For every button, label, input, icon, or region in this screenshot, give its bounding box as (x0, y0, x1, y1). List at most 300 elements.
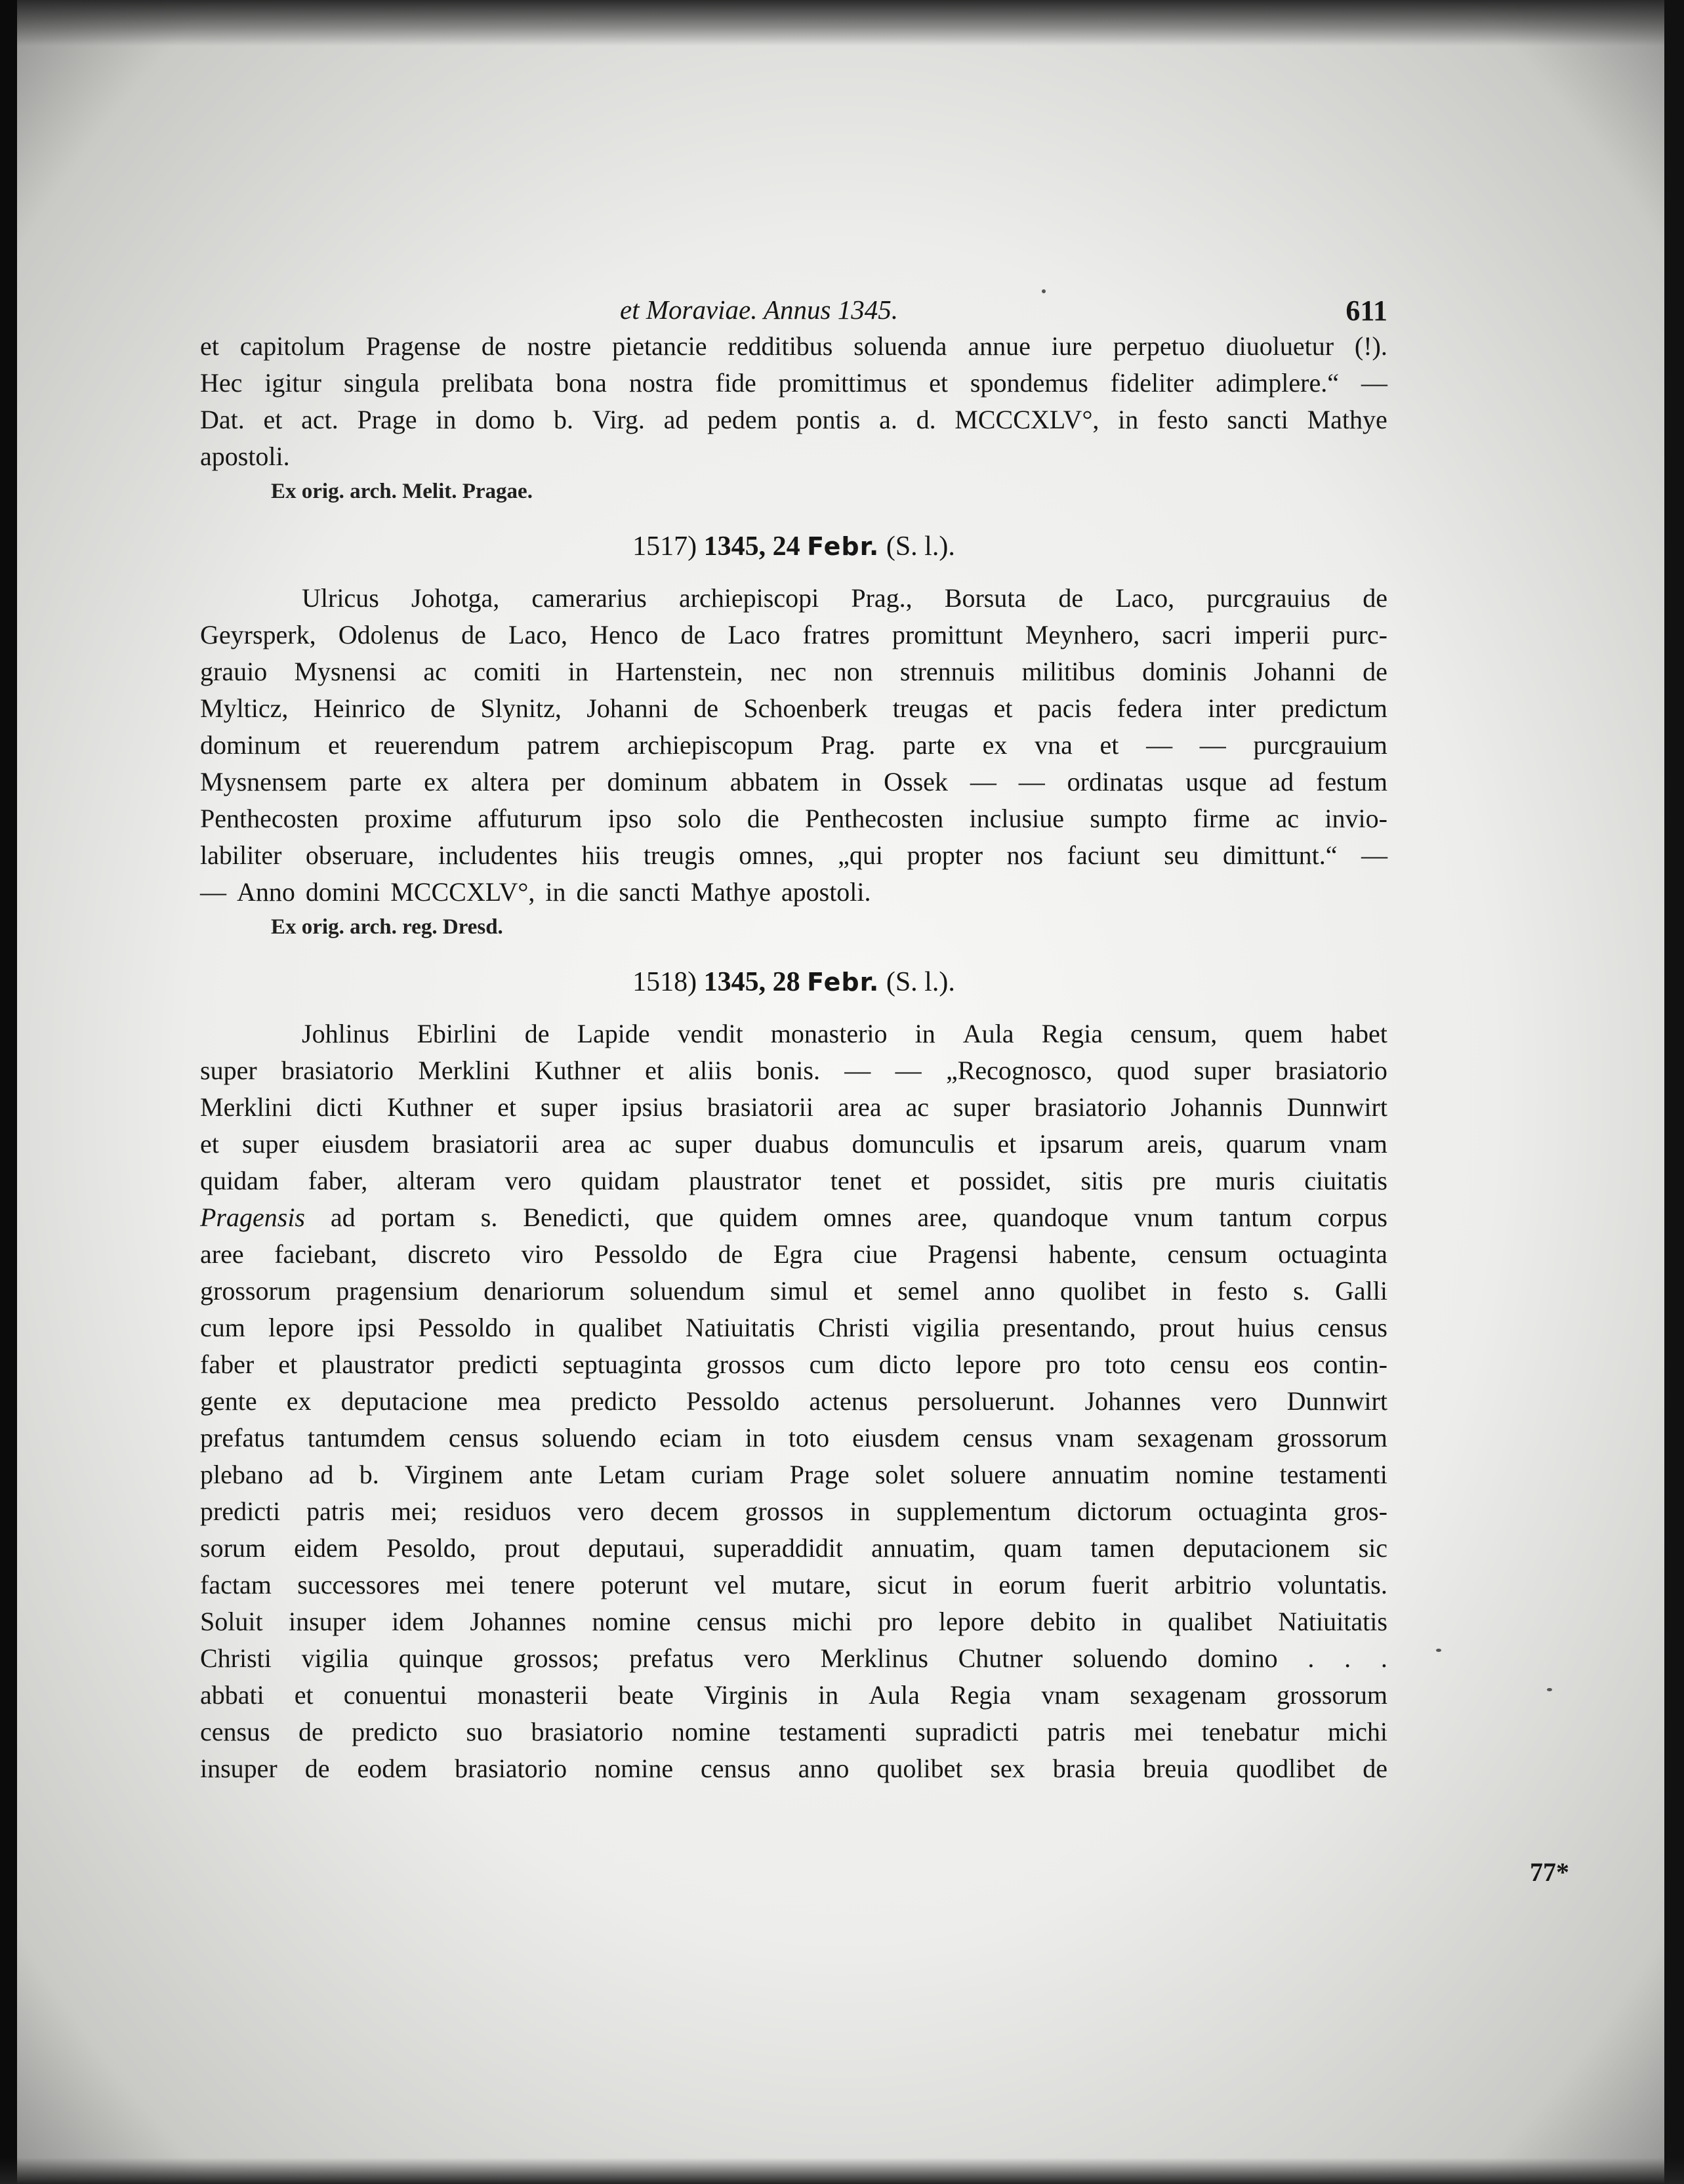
word: Aula (869, 1680, 920, 1710)
word: nomine (1175, 1460, 1254, 1489)
word: Prag. (820, 730, 876, 760)
word: pragensium (336, 1276, 459, 1306)
word: quam (1004, 1533, 1063, 1563)
word: habet (1330, 1019, 1387, 1048)
word: vendit (677, 1019, 743, 1048)
word: grossorum (1277, 1680, 1387, 1710)
word: prout (1159, 1313, 1215, 1342)
word: tamen (1090, 1533, 1155, 1563)
word: de (1363, 657, 1387, 686)
word: vigilia (301, 1643, 369, 1673)
word: predicti (200, 1496, 281, 1526)
word: Lapide (577, 1019, 650, 1048)
word: comiti (474, 657, 541, 686)
entry-month: Febr. (807, 532, 880, 561)
word: curiam (691, 1460, 764, 1489)
entry-date: 1345, 28 (703, 967, 800, 997)
word: domino (1197, 1643, 1278, 1673)
word: anno (798, 1754, 850, 1783)
word: annuatim, (871, 1533, 976, 1563)
word: festo (1216, 1276, 1268, 1306)
word: — (895, 1056, 922, 1085)
word: possidet, (958, 1166, 1052, 1195)
word: Galli (1334, 1276, 1387, 1306)
word: census (448, 1423, 519, 1453)
text-line (200, 764, 1387, 800)
word: predictum (1281, 693, 1387, 723)
word: eodem (357, 1754, 428, 1783)
word: Laco, (508, 620, 567, 649)
word: fuerit (1091, 1570, 1149, 1599)
text-line (200, 1567, 1387, 1603)
text-line (200, 837, 1387, 874)
word: et (1099, 730, 1119, 760)
word: Penthecosten (200, 804, 339, 833)
word: quandoque (993, 1203, 1109, 1232)
word: de (718, 1239, 743, 1269)
word: de (481, 331, 506, 361)
word: et (278, 1350, 298, 1379)
word: apostoli. (781, 877, 871, 907)
word: parte (349, 767, 402, 796)
word: singula (343, 368, 420, 398)
text-line (200, 328, 1387, 365)
entry-number: 1518) (632, 967, 697, 997)
word: federa (1117, 693, 1183, 723)
word: bonis. (756, 1056, 820, 1085)
word: et (328, 730, 347, 760)
word: „Recognosco, (945, 1056, 1093, 1085)
word: sicut (876, 1570, 927, 1599)
word: octuaginta (1278, 1239, 1387, 1269)
word: super (1193, 1056, 1251, 1085)
word: grossos; (513, 1643, 600, 1673)
word: de (680, 620, 706, 649)
word: Borsuta (944, 583, 1027, 613)
word: quem (1244, 1019, 1304, 1048)
word: de (1363, 1754, 1387, 1783)
word: invio- (1325, 804, 1387, 833)
word: brasia (1052, 1754, 1116, 1783)
word: eos (1254, 1350, 1289, 1379)
word: pontis (796, 405, 861, 434)
word: quolibet (1060, 1276, 1147, 1306)
entry-place: (S. l.). (886, 531, 955, 562)
word: toto (788, 1423, 830, 1453)
word: festo (1157, 405, 1208, 434)
word: michi (792, 1607, 852, 1636)
word: quodlibet (1236, 1754, 1336, 1783)
word: factam (200, 1570, 272, 1599)
word: quidem (719, 1203, 798, 1232)
word: grauio (200, 657, 268, 686)
word: Pragensi (928, 1239, 1018, 1269)
word: seu (1164, 840, 1199, 870)
word: fide (715, 368, 756, 398)
word: a. (879, 405, 897, 434)
signature-mark: 77* (1530, 1857, 1569, 1887)
source-note: Ex orig. arch. Melit. Pragae. (271, 480, 533, 503)
word: muris (1215, 1166, 1275, 1195)
word: inter (1207, 693, 1256, 723)
word: sumpto (1090, 804, 1168, 833)
word: brasiatorio (455, 1754, 567, 1783)
word: MCCCXLV°, (955, 405, 1099, 434)
word: super (953, 1092, 1010, 1122)
word: brasiatorio (1034, 1092, 1147, 1122)
entry-number: 1517) (632, 531, 697, 562)
word: proxime (364, 804, 452, 833)
word: treugis (643, 840, 715, 870)
word: Meynhero, (1025, 620, 1140, 649)
word: conuentui (343, 1680, 447, 1710)
word: strennuis (899, 657, 995, 686)
text-line (200, 1530, 1387, 1567)
word: tantumdem (307, 1423, 426, 1453)
word: predicto (570, 1386, 657, 1416)
word: capitolum (239, 331, 345, 361)
word: contin- (1313, 1350, 1387, 1379)
word: — (1361, 368, 1387, 398)
text-line (200, 1603, 1387, 1640)
word: s. (480, 1203, 498, 1232)
word: prelibata (442, 368, 534, 398)
word: gente (200, 1386, 257, 1416)
word: in (1171, 1276, 1192, 1306)
word: toto (1104, 1350, 1146, 1379)
word: Regia (949, 1680, 1012, 1710)
word: festum (1316, 767, 1387, 796)
word: semel (897, 1276, 959, 1306)
word: annue (968, 331, 1031, 361)
word: soluendum (629, 1276, 745, 1306)
word: Natiuitatis (1278, 1607, 1387, 1636)
word: michi (1327, 1717, 1387, 1746)
word: de (1363, 583, 1387, 613)
word: Pesoldo, (386, 1533, 476, 1563)
word: ad (1269, 767, 1294, 796)
word: que (655, 1203, 694, 1232)
word: deputacionem (1183, 1533, 1330, 1563)
running-head (200, 289, 1387, 328)
word: suo (466, 1717, 503, 1746)
word: Natiuitatis (685, 1313, 795, 1342)
word: super (674, 1129, 732, 1159)
word: in (1121, 1607, 1142, 1636)
word: ac (628, 1129, 652, 1159)
word: Prage (357, 405, 417, 434)
word: monasterio (770, 1019, 888, 1048)
word: viro (521, 1239, 564, 1269)
word: Merklini (418, 1056, 510, 1085)
word: Dunnwirt (1286, 1092, 1387, 1122)
word: — (970, 767, 996, 796)
word: imperii (1233, 620, 1310, 649)
word: sexagenam (1130, 1680, 1246, 1710)
word: adimplere.“ (1216, 368, 1339, 398)
word: Johanni (1254, 657, 1336, 686)
word: huius (1237, 1313, 1295, 1342)
word: duabus (754, 1129, 829, 1159)
word: predicto (352, 1717, 438, 1746)
word: promittunt (892, 620, 1003, 649)
word: successores (297, 1570, 420, 1599)
word: soluendo (541, 1423, 637, 1453)
word: debito (1030, 1607, 1096, 1636)
word: dimittunt.“ (1223, 840, 1338, 870)
word: lepore (938, 1607, 1004, 1636)
word: solo (677, 804, 722, 833)
word: eiusdem (852, 1423, 940, 1453)
word: firme (1193, 804, 1250, 833)
word: in (817, 1680, 839, 1710)
word: — (844, 1056, 871, 1085)
word: redditibus (728, 331, 833, 361)
word: brasiatorio (531, 1717, 644, 1746)
word: patris (1047, 1717, 1105, 1746)
word: tenere (510, 1570, 575, 1599)
word: sancti (1227, 405, 1288, 434)
word: Johlinus (302, 1019, 390, 1048)
word: testamenti (779, 1717, 887, 1746)
text-line (200, 1052, 1387, 1089)
word: camerarius (531, 583, 647, 613)
text-line (200, 1714, 1387, 1750)
word: diuoluetur (1225, 331, 1334, 361)
word: Dat. (200, 405, 245, 434)
word: mei (1134, 1717, 1174, 1746)
word: mea (497, 1386, 541, 1416)
word: ex (286, 1386, 312, 1416)
word: nostra (628, 368, 693, 398)
word: pre (1152, 1166, 1186, 1195)
text-line (200, 690, 1387, 727)
word: dominum (200, 730, 301, 760)
word: Slynitz, (480, 693, 562, 723)
word: . (1380, 1643, 1387, 1673)
word: Johotga, (411, 583, 500, 613)
word: corpus (1317, 1203, 1387, 1232)
word: igitur (264, 368, 321, 398)
word: quod (1117, 1056, 1170, 1085)
word: in (914, 1019, 935, 1048)
word: de (430, 693, 456, 723)
word: sorum (200, 1533, 266, 1563)
word: tantum (1219, 1203, 1292, 1232)
word: area (837, 1092, 882, 1122)
word: Odolenus (338, 620, 440, 649)
word: qualibet (577, 1313, 663, 1342)
word: ordinatas (1067, 767, 1164, 796)
word: de (1058, 583, 1084, 613)
word: Penthecosten (805, 804, 944, 833)
word: nomine (594, 1754, 674, 1783)
speck (1436, 1649, 1441, 1652)
word: Mathye (1307, 405, 1387, 434)
word: Johannes (470, 1607, 567, 1636)
word: altera (470, 767, 529, 796)
word: Mysnensem (200, 767, 327, 796)
word: d. (916, 405, 936, 434)
word: cum (809, 1350, 855, 1379)
word: sic (1358, 1533, 1387, 1563)
text-line (200, 617, 1387, 653)
word: denariorum (483, 1276, 605, 1306)
word: fratres (802, 620, 870, 649)
word: omnes, (739, 840, 814, 870)
source-note: Ex orig. arch. reg. Dresd. (271, 915, 503, 939)
word: et (645, 1056, 664, 1085)
word: mutare, (771, 1570, 852, 1599)
word: die (576, 877, 609, 907)
word: b. (554, 405, 573, 434)
word: s. (1293, 1276, 1310, 1306)
word: propter (907, 840, 983, 870)
text-line (200, 1089, 1387, 1126)
entry-heading-1517 (200, 527, 1387, 566)
word: vero (1210, 1386, 1258, 1416)
word: iure (1051, 331, 1092, 361)
text-line (200, 1236, 1387, 1273)
text-line (200, 438, 1387, 475)
word: faciunt (1067, 840, 1140, 870)
word: Egra (773, 1239, 823, 1269)
word: affuturum (478, 804, 583, 833)
word: grossos (745, 1496, 824, 1526)
word: vel (714, 1570, 747, 1599)
word: quinque (398, 1643, 483, 1673)
word: Chutner (958, 1643, 1043, 1673)
word: eorum (998, 1570, 1066, 1599)
word: perpetuo (1113, 331, 1205, 361)
word: et (997, 1129, 1017, 1159)
word: faber, (308, 1166, 368, 1195)
word: vnam (1041, 1680, 1100, 1710)
word: nos (1006, 840, 1044, 870)
word: Virg. (592, 405, 645, 434)
word: et (200, 331, 219, 361)
word: aree (200, 1239, 244, 1269)
word: censu (1170, 1350, 1230, 1379)
word: Christi (817, 1313, 890, 1342)
word: Prag., (851, 583, 913, 613)
word: Ulricus (302, 583, 379, 613)
entry-date: 1345, 24 (703, 531, 800, 562)
document-page (200, 289, 1387, 1787)
scan-shadow-bottom (0, 2158, 1684, 2184)
word: brasiatorio (1275, 1056, 1387, 1085)
word: dicto (878, 1350, 932, 1379)
word: supradicti (915, 1717, 1019, 1746)
word: solet (874, 1460, 925, 1489)
word: die (747, 804, 779, 833)
word: Benedicti, (523, 1203, 630, 1232)
word: archiepiscopi (678, 583, 819, 613)
word: poterunt (600, 1570, 688, 1599)
word: Pragense (365, 331, 461, 361)
word: superaddidit (713, 1533, 844, 1563)
word: Ossek (884, 767, 948, 796)
word: domo (475, 405, 535, 434)
word: plebano (200, 1460, 283, 1489)
word: purcgrauium (1253, 730, 1387, 760)
word: promittimus (778, 368, 907, 398)
word: — (1361, 840, 1387, 870)
word: — (1146, 730, 1173, 760)
word: et (929, 368, 948, 398)
word: ipsi (357, 1313, 395, 1342)
text-line (200, 874, 1387, 911)
word: aliis (688, 1056, 732, 1085)
word: deputaui, (588, 1533, 686, 1563)
word: quidam (200, 1166, 279, 1195)
word: parte (903, 730, 955, 760)
word: brasiatorio (281, 1056, 394, 1085)
word: fideliter (1110, 368, 1194, 398)
word: . (1307, 1643, 1315, 1673)
word: — (1018, 767, 1045, 796)
word: domunculis (852, 1129, 975, 1159)
word: vero (504, 1166, 552, 1195)
word: ipsius (621, 1092, 683, 1122)
word: ac (905, 1092, 930, 1122)
word: Henco (590, 620, 659, 649)
word: in (567, 657, 588, 686)
word: lepore (268, 1313, 335, 1342)
text-line (200, 1677, 1387, 1714)
text-line (200, 1346, 1387, 1383)
word: Laco (728, 620, 781, 649)
word: testamenti (1279, 1460, 1387, 1489)
word: dictorum (1077, 1496, 1172, 1526)
word: inclusiue (969, 804, 1064, 833)
word: idem (392, 1607, 445, 1636)
word: census (696, 1607, 767, 1636)
word: usque (1185, 767, 1247, 796)
word: de (693, 693, 718, 723)
word: Kuthner (387, 1092, 474, 1122)
word: Regia (1041, 1019, 1103, 1048)
word: brasiatorii (707, 1092, 814, 1122)
word: non (833, 657, 873, 686)
word: in (952, 1570, 974, 1599)
word: mei (445, 1570, 485, 1599)
word: plaustrator (321, 1350, 434, 1379)
word: census (701, 1754, 771, 1783)
word: censum (1167, 1239, 1248, 1269)
text-line (200, 580, 1387, 617)
word: census (1317, 1313, 1387, 1342)
word: alteram (396, 1166, 476, 1195)
word: predicti (458, 1350, 539, 1379)
word: sex (990, 1754, 1025, 1783)
word: faber (200, 1350, 255, 1379)
word: in (745, 1423, 766, 1453)
word: septuaginta (562, 1350, 682, 1379)
word: dominis (1142, 657, 1227, 686)
word: insuper (200, 1754, 277, 1783)
word: in (841, 767, 862, 796)
word: in (534, 1313, 555, 1342)
word: dominum (607, 767, 708, 796)
word: abbati (200, 1680, 264, 1710)
word: Pragensis (200, 1203, 305, 1232)
word: MCCCXLV°, (390, 877, 535, 907)
word: ante (529, 1460, 573, 1489)
word: vigilia (912, 1313, 980, 1342)
word: grossorum (1276, 1423, 1387, 1453)
word: ipsarum (1039, 1129, 1124, 1159)
